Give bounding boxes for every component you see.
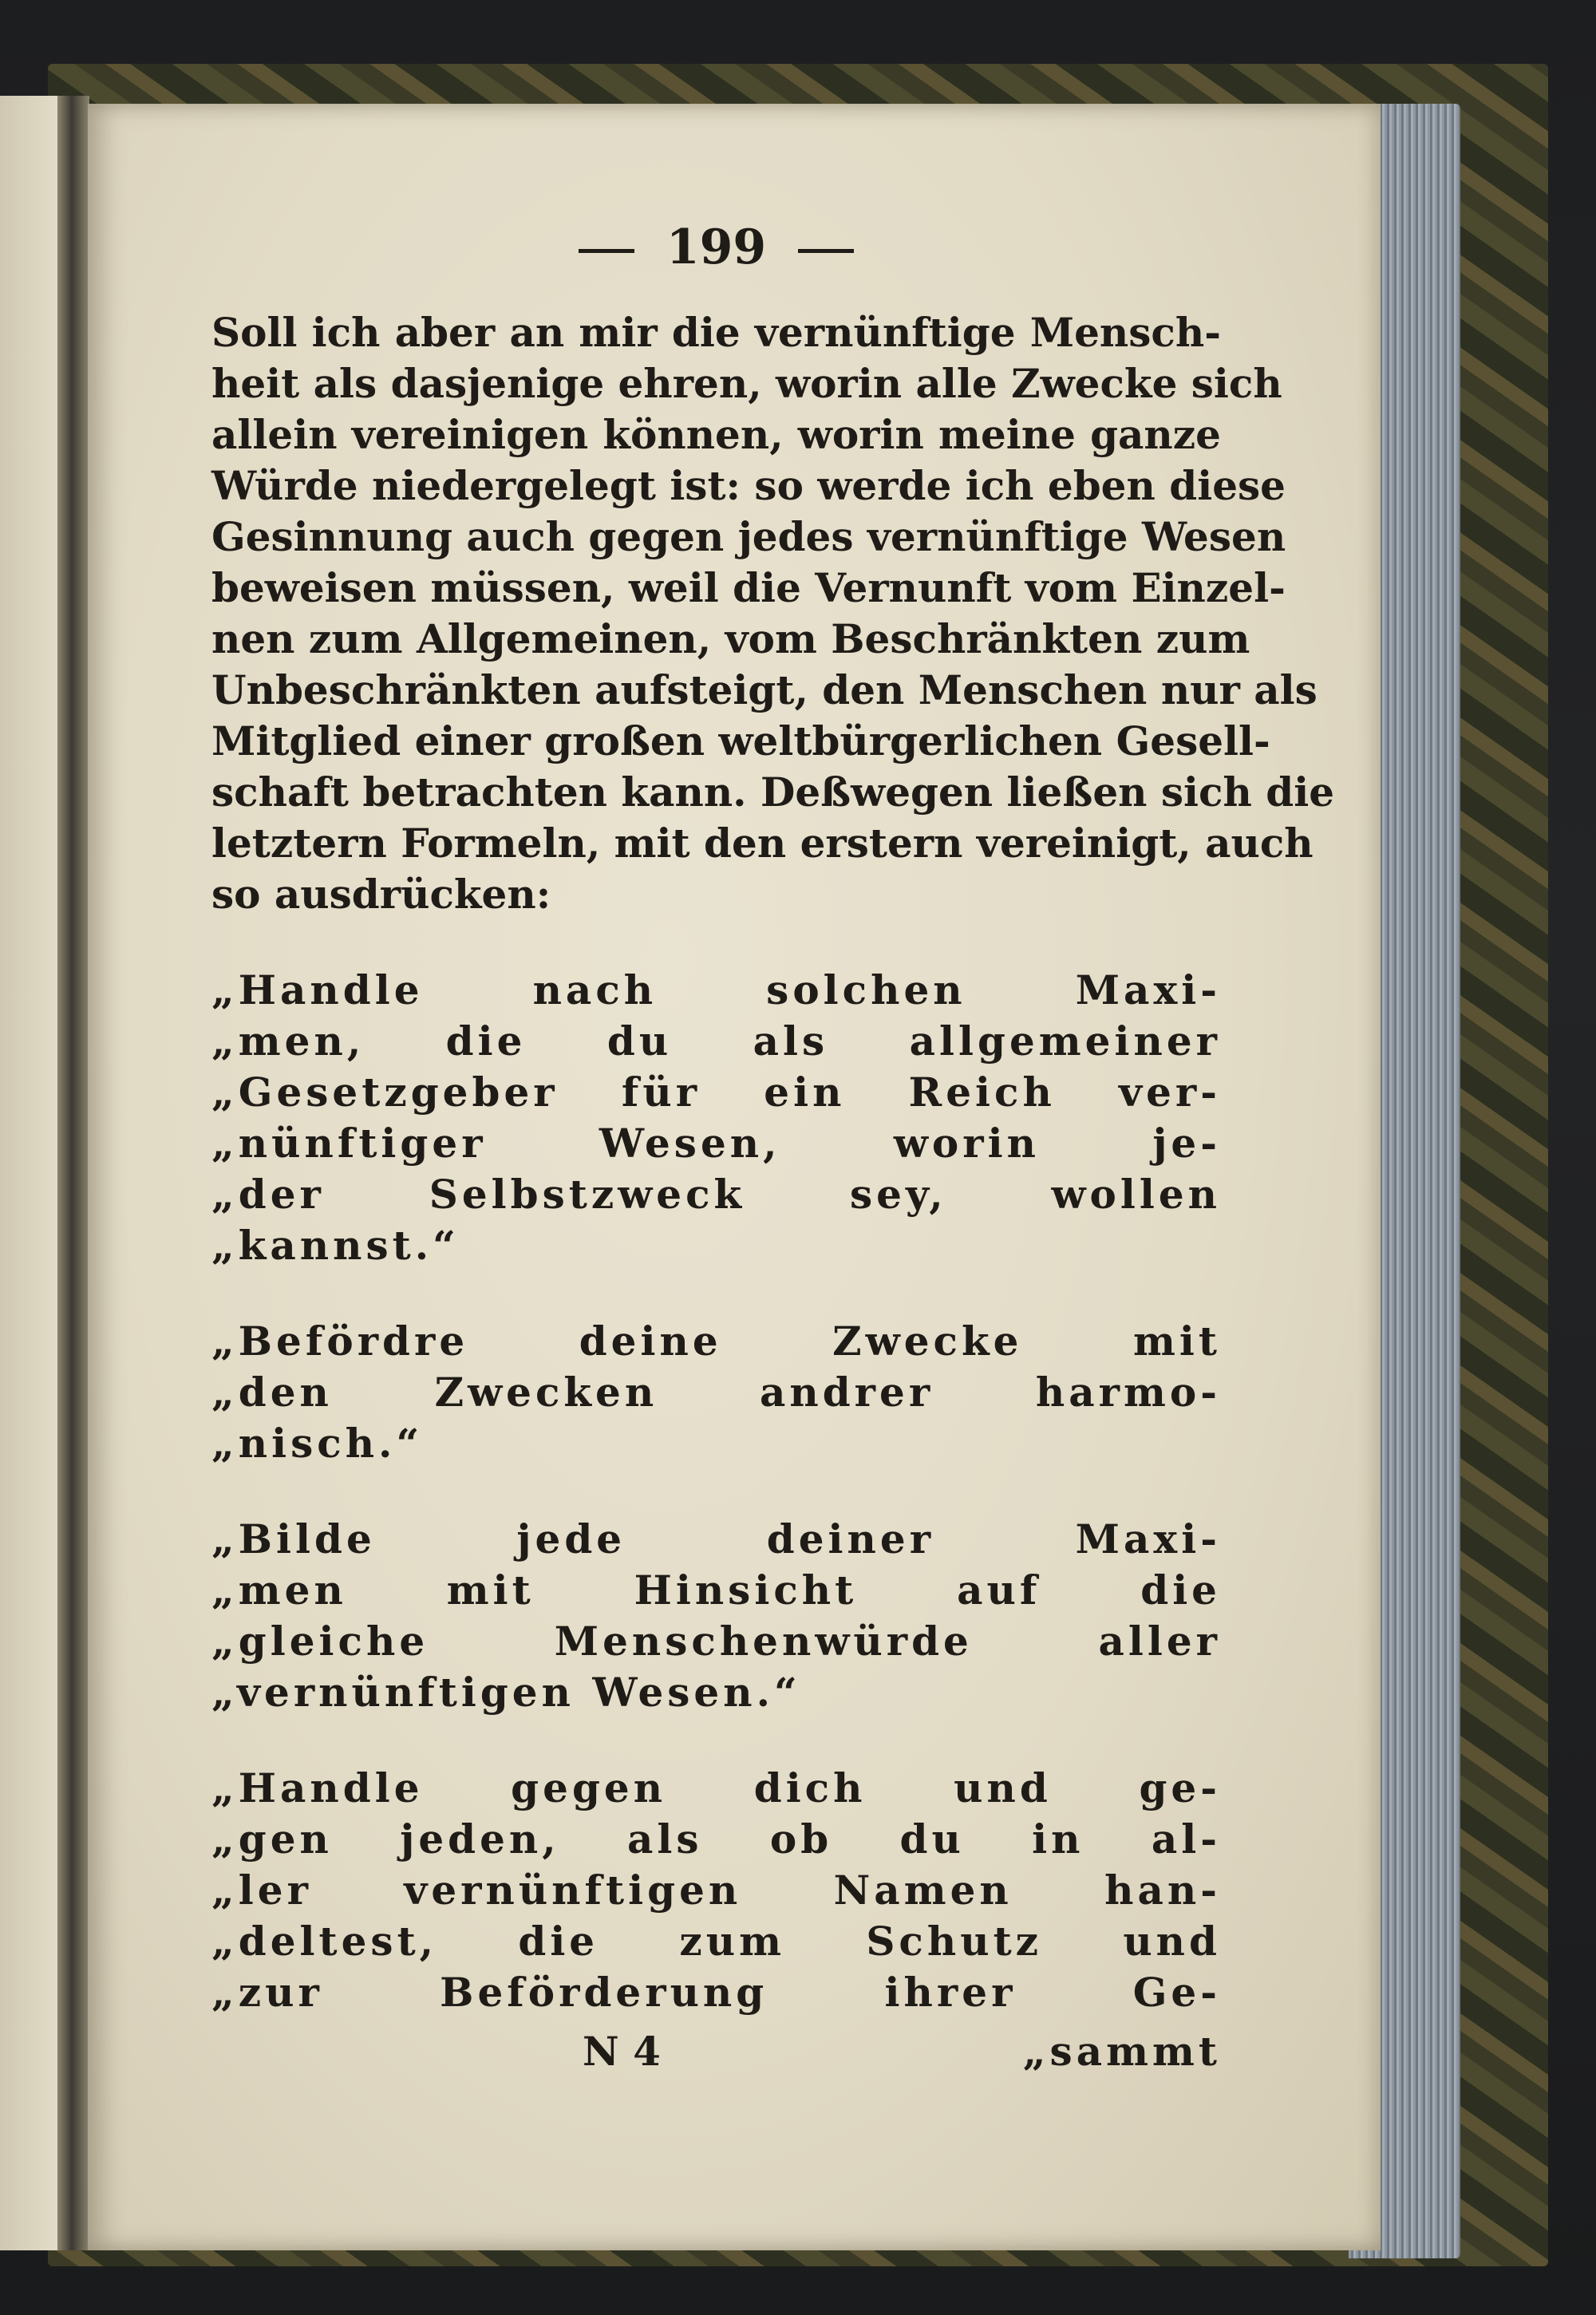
page-footer — [211, 2026, 1221, 2077]
quote-line: „der Selbstzweck sey, wollen — [211, 1171, 1221, 1218]
quote-line: „men, die du als allgemeiner — [211, 1017, 1221, 1065]
quote-line: „Handle gegen dich und ge- — [211, 1764, 1221, 1811]
quote-line: „zur Beförderung ihrer Ge- — [211, 1969, 1221, 2016]
page-number: 199 — [666, 219, 767, 275]
text-line: Gesinnung auch gegen jedes vernünftige Wesen — [211, 513, 1286, 560]
text-line: nen zum Allgemeinen, vom Beschränkten zum — [211, 615, 1250, 662]
page-text — [211, 219, 1335, 2077]
quote-line: „Gesetzgeber für ein Reich ver- — [211, 1069, 1221, 1116]
quote-line: „kannst.“ — [211, 1222, 460, 1269]
catchword: „sammt — [1022, 2028, 1221, 2075]
quote-line: „gen jeden, als ob du in al- — [211, 1815, 1221, 1863]
text-line: Soll ich aber an mir die vernünftige Mensch- — [211, 309, 1221, 356]
text-line: allein vereinigen können, worin meine ganze — [211, 411, 1221, 458]
text-line: so ausdrücken: — [211, 871, 551, 918]
quote-block — [211, 1316, 1221, 1469]
paragraph — [211, 307, 1335, 920]
book-page — [88, 104, 1381, 2250]
quote-line: „den Zwecken andrer harmo- — [211, 1369, 1221, 1416]
text-line: schaft betrachten kann. Deßwegen ließen sich die — [211, 768, 1335, 816]
quote-block — [211, 965, 1221, 1271]
text-line: Mitglied einer großen weltbürgerlichen Gesell- — [211, 717, 1270, 764]
book-gutter — [57, 96, 89, 2250]
quote-block — [211, 1514, 1221, 1718]
quote-block — [211, 1763, 1221, 2018]
quote-line: „nisch.“ — [211, 1420, 424, 1467]
quote-line: „gleiche Menschenwürde aller — [211, 1618, 1221, 1665]
quote-line: „nünftiger Wesen, worin je- — [211, 1120, 1221, 1167]
text-line: heit als dasjenige ehren, worin alle Zwecke sich — [211, 360, 1282, 407]
text-line: beweisen müssen, weil die Vernunft vom Einzel- — [211, 564, 1286, 611]
quote-line: „ler vernünftigen Namen han- — [211, 1867, 1221, 1914]
quote-line: „Befördre deine Zwecke mit — [211, 1317, 1221, 1365]
quote-line: „deltest, die zum Schutz und — [211, 1918, 1221, 1965]
page-header — [211, 219, 1221, 275]
quote-line: „Bilde jede deiner Maxi- — [211, 1515, 1221, 1562]
quote-line: „vernünftigen Wesen.“ — [211, 1669, 801, 1716]
text-line: Unbeschränkten aufsteigt, den Menschen nur als — [211, 666, 1317, 713]
quote-line: „men mit Hinsicht auf die — [211, 1566, 1221, 1614]
quote-line: „Handle nach solchen Maxi- — [211, 966, 1221, 1013]
signature-mark: N 4 — [583, 2028, 661, 2075]
text-line: Würde niedergelegt ist: so werde ich eben diese — [211, 462, 1286, 509]
header-dash-right — [798, 249, 854, 253]
header-dash-left — [579, 249, 634, 253]
text-line: letztern Formeln, mit den erstern vereinigt, auch — [211, 820, 1314, 867]
